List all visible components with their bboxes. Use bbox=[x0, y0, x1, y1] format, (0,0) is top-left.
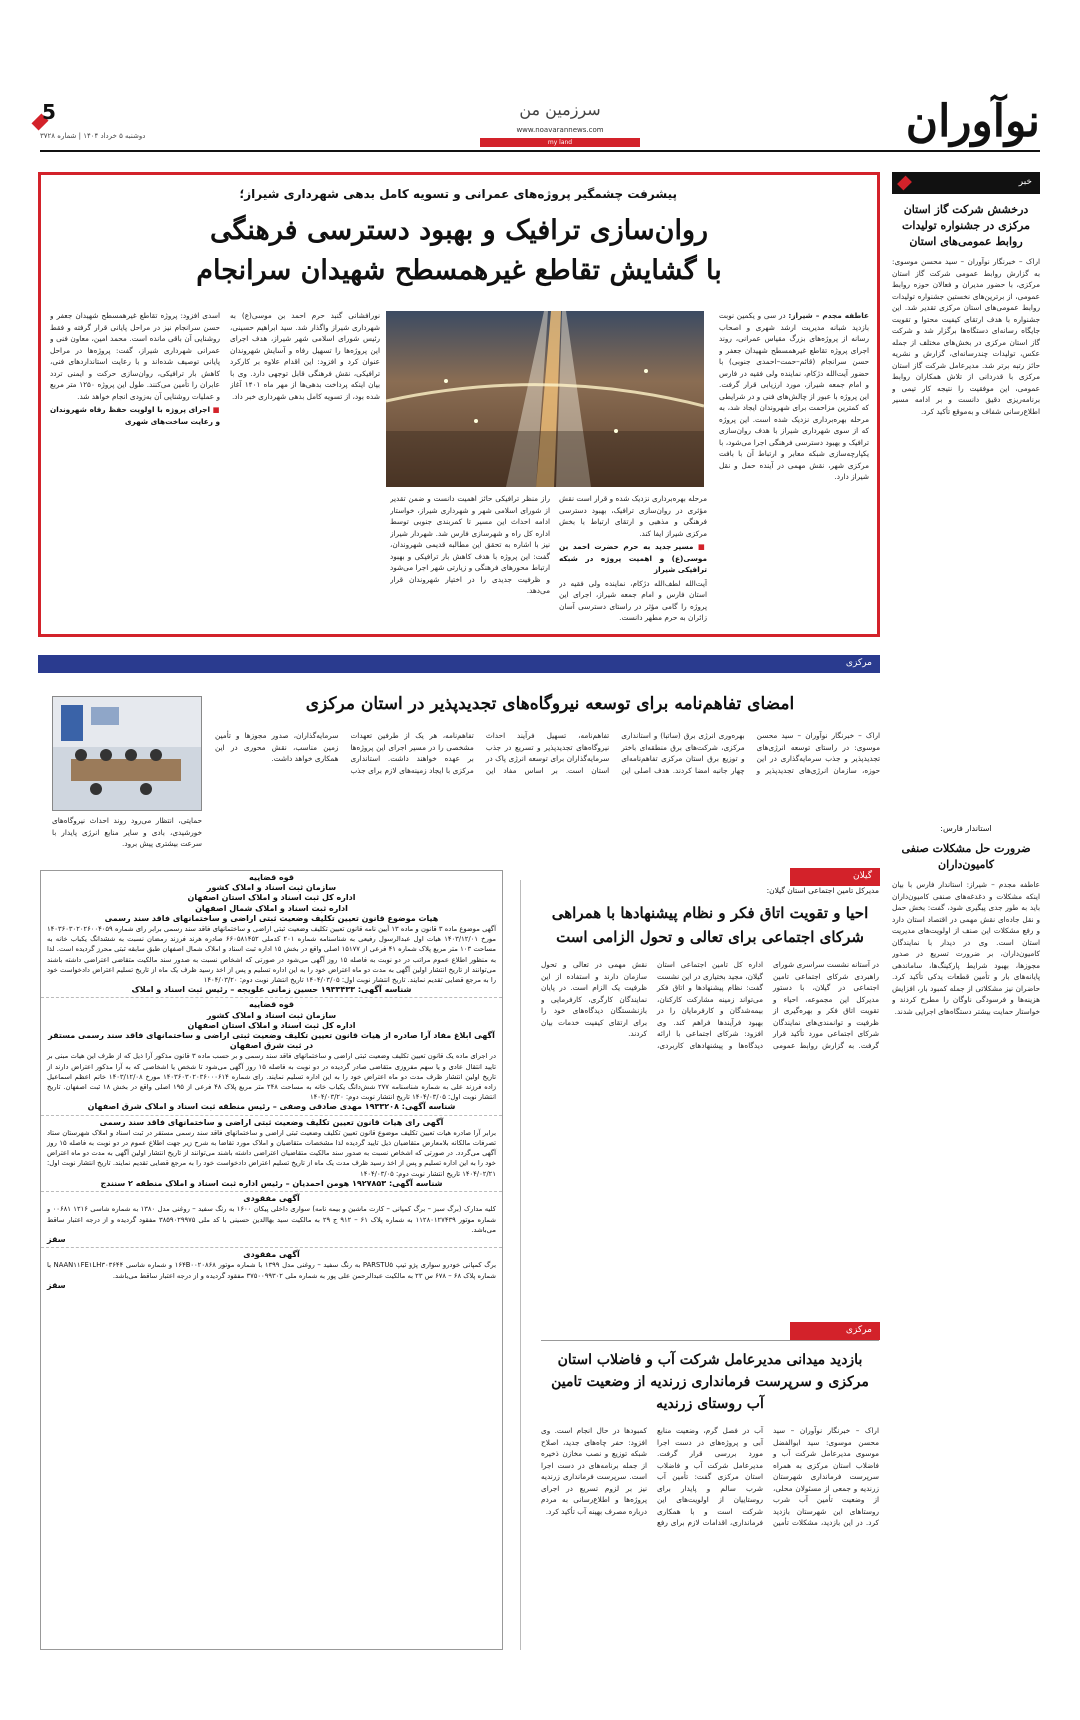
lead-headline bbox=[81, 211, 837, 291]
meeting-photo bbox=[52, 696, 202, 811]
news-tag-bar bbox=[892, 172, 1040, 194]
region-label: گیلان bbox=[853, 871, 872, 881]
gilan-kicker: مدیرکل تامین اجتماعی استان گیلان: bbox=[766, 886, 879, 895]
notice-4-text: کلیه مدارک (برگ سبز – برگ کمپانی – کارت ماشین و بیمه نامه) سواری داخلی پیکان ۱۶۰۰ به رنگ سفید – روغنی مدل ۱۳۸۰ به شماره شاسی ۱۲۱۶ ۰۰۶۸۱ و شماره موتور ۱۱۲۸۰۱۲۷۴۳۹ به شماره پلاک ۶۱ – ۹۱۲ ج ۲۹ به مالکیت سید بهاالدین حسینی با کد ملی ۳۸۵۹۰۲۹۹۷۵ مفقود گردیده و از درجه اعتبار ساقط می‌باشد. bbox=[47, 1205, 496, 1234]
notice-1-text: آگهی موضوع ماده ۳ قانون و ماده ۱۳ آیین نامه قانون تعیین تکلیف وضعیت ثبتی اراضی و ساختمانهای فاقد سند رسمی برابر رای شماره ۱۴۰۳۶۰۳۰۲۰۲۶۰۰۴۰۵۹ مورخ ۱۴۰۳/۱۲/۰۱ هیات اول عبدالرسول رفیعی به شناسنامه شماره ۲۰۱ کدملی ۶۶۰۵۸۱۴۵۲ صادره هرند فرزند رمضان نسبت به ششدانگ یکباب خانه به مساحت ۱۰۳ متر مربع پلاک شماره ۴۱ فرعی از ۱۵۱۷۷ اصلی واقع در بخش ۱۵ اداره ثبت اسناد و املاک شمال اصفهان طبق سابقه ثبتی محرز گردیده است. لذا به منظور اطلاع عموم مراتب در دو نوبت به فاصله ۱۵ روز آگهی می‌شود در صورتی که اشخاص نسبت به صدور سند مالکیت متقاضی اعتراضی داشته باشند می‌توانند از تاریخ انتشار اولین آگهی به مدت دو ماه اعتراض خود را به این اداره تسلیم و پس از اخذ رسید ظرف یک ماه از تاریخ تسلیم اعتراض دادخواست خود را به مرجع قضایی تقدیم نمایند. تاریخ انتشار نوبت اول: ۱۴۰۴/۰۳/۰۵ تاریخ انتشار نوبت دوم: ۱۴۰۴/۰۳/۲۰ bbox=[47, 925, 497, 985]
column-divider bbox=[520, 880, 521, 1650]
notice-1-title: هیات موضوع قانون تعیین تکلیف وضعیت ثبتی اراضی و ساختمانهای فاقد سند رسمی bbox=[104, 913, 439, 923]
water-body: اراک – خبرنگار نوآوران – سید محسن موسوی: سید ابوالفضل موسوی مدیرعامل شرکت آب و فاضلاب استان مرکزی به همراه سرپرست فرمانداری شهرستان زرندیه و جمعی از مسئولان محلی، از وضعیت تأمین آب شرب روستاهای این شهرستان بازدید کرد. در این بازدید، مشکلات تأمین آب در فصل گرم، وضعیت منابع آبی و پروژه‌های در دست اجرا مورد بررسی قرار گرفت. مدیرعامل شرکت آب و فاضلاب استان مرکزی گفت: تأمین آب شرب سالم و پایدار برای روستاییان از اولویت‌های این شرکت است و با همکاری فرمانداری، اقدامات لازم برای رفع کمبودها در حال انجام است. وی افزود: حفر چاه‌های جدید، اصلاح شبکه توزیع و نصب مخازن ذخیره از جمله برنامه‌های در دست اجرا است. سرپرست فرمانداری زرندیه نیز بر لزوم تسریع در اجرای پروژه‌ها و اطلاع‌رسانی به مردم درباره مصرف بهینه آب تأکید کرد. bbox=[541, 1426, 879, 1527]
highway-interchange-photo bbox=[386, 311, 704, 487]
lead-col5-text: اسدی افزود: پروژه تقاطع غیرهمسطح شهیدان جعفر و حسن سرانجام نیز در مراحل پایانی قرار گرفته و فقط روشنایی آن باقی مانده است. محمد امین، معاون فنی و عمرانی شهرداری شیراز، گفت: پروژه‌ها در مراحل پایانی توصیف شده‌اند و با رعایت استانداردهای فنی، کاهش بار ترافیکی، روان‌سازی حرکت و ایمنی تردد عابران را تأمین می‌کنند. طول این پروژه ۱۲۵۰ متر مربع و عملیات روشنایی آن به‌زودی انجام خواهد شد. bbox=[50, 311, 220, 401]
lead-story bbox=[38, 172, 880, 637]
renewable-story: اراک – خبرنگار نوآوران – سید محسن موسوی: در راستای توسعه انرژی‌های تجدیدپذیر و جذب سرمایه‌گذاری در این حوزه، سازمان انرژی‌های تجدیدپذیر و بهره‌وری انرژی برق (ساتبا) و استانداری مرکزی، شرکت‌های برق منطقه‌ای باختر و توزیع برق استان مرکزی تفاهم‌نامه‌ای چهار جانبه امضا کردند. هدف اصلی این تفاهم‌نامه، تسهیل فرآیند احداث نیروگاه‌های تجدیدپذیر و تسریع در جذب سرمایه‌گذاران برای توسعه انرژی پاک در استان است. بر اساس مفاد این تفاهم‌نامه، هر یک از طرفین تعهدات مشخصی را در مسیر اجرای این پروژه‌ها بر عهده خواهند داشت. استانداری مرکزی با ایجاد زمینه‌های لازم برای جذب سرمایه‌گذاران، صدور مجوزها و تأمین زمین مناسب، نقش محوری در این همکاری خواهد داشت. bbox=[215, 731, 880, 775]
notice-4-title: آگهی مفقودی bbox=[243, 1194, 300, 1204]
notice-1-org3: اداره کل ثبت اسناد و املاک استان اصفهان bbox=[187, 893, 356, 903]
lead-column-4 bbox=[230, 310, 380, 630]
notice-5-signer: سقز bbox=[47, 1280, 66, 1290]
lead-subhead-2: ■ اجرای پروژه با اولویت حفظ رفاه شهروندان و رعایت ساخت‌های شهری bbox=[50, 404, 220, 427]
site-url[interactable]: www.noavarannews.com bbox=[516, 126, 604, 134]
notice-1-org2: سازمان ثبت اسناد و املاک کشور bbox=[206, 883, 337, 893]
lead-col1-text: در سی و یکمین نوبت بازدید شبانه مدیریت ارشد شهری و اصحاب رسانه از پروژه‌های بزرگ مقیاس عمرانی، روند اجرای پروژه تقاطع غیرهمسطح شهیدان جعفر و حسن سرانجام (قائم–حمت–احمدی جنوبی) با حضور آیت‌الله دژکام، نماینده ولی فقیه در فارس و امام جمعه شیراز، مورد ارزیابی قرار گرفت. این پروژه با عبور از چالش‌های فنی و در شرایطی که کمترین مزاحمت برای شهروندان ایجاد شد، به مرحله بهره‌برداری نزدیک شده است. این پروژه که از سوی شهرداری شیراز با هدف روان‌سازی ترافیک و بهبود دسترسی فرهنگی اجرا می‌شود، با یکپارچه‌سازی شبکه معابر و ارتباط آن با بافت مرکزی شهر، نقش مهمی در آینده حمل و نقل شیراز دارد. bbox=[719, 311, 869, 481]
notice-3-signer: شناسه آگهی: ۱۹۲۷۸۵۳ هومن احمدیان – رئیس اداره ثبت اسناد و املاک منطقه ۲ سنندج bbox=[100, 1178, 443, 1188]
notice-1-signer: شناسه آگهی: ۱۹۳۳۴۳۳ حسین زمانی علویجه – رئیس ثبت اسناد و املاک bbox=[131, 985, 412, 995]
masthead-rule bbox=[40, 150, 1040, 152]
region-label: مرکزی bbox=[845, 658, 872, 668]
lead-column-2 bbox=[559, 493, 707, 631]
lead-headline-line2: با گشایش تقاطع غیرهمسطح شهیدان سرانجام bbox=[196, 255, 722, 286]
region-bar-gilan bbox=[790, 868, 880, 886]
lead-column-1 bbox=[719, 310, 869, 630]
gilan-story bbox=[541, 886, 879, 1326]
notice-5-title: آگهی مفقودی bbox=[243, 1250, 300, 1260]
notice-3 bbox=[41, 1116, 502, 1192]
notice-4-signer: سقز bbox=[47, 1234, 66, 1244]
conference-room-image bbox=[52, 697, 201, 811]
diamond-icon bbox=[897, 176, 912, 191]
notice-1-org4: اداره ثبت اسناد و املاک شمال اصفهان bbox=[195, 903, 348, 913]
notice-2-org3: اداره کل ثبت اسناد و املاک استان اصفهان bbox=[187, 1020, 356, 1030]
lead-column-5 bbox=[50, 310, 220, 630]
lead-col2-text: مرحله بهره‌برداری نزدیک شده و قرار است نقش مؤثری در روان‌سازی ترافیک، بهبود دسترسی فرهنگی و مذهبی و ارتقای ارتباط با بخش مرکزی شیراز ایفا کند. bbox=[559, 494, 707, 538]
sidebar-story-truckers: عاطفه مجدم – شیراز: استاندار فارس با بیان اینکه مشکلات و دغدغه‌های صنفی کامیون‌داران باید به طور جدی پیگیری شود، گفت: بخش حمل و نقل جاده‌ای نقش مهمی در اقتصاد استان دارد و رفع مشکلات این صنف از اولویت‌های مدیریت استان است. وی در دیدار با نمایندگان کامیون‌داران، بر ضرورت تسریع در صدور مجوزها، بهبود شرایط پارکینگ‌ها، ساماندهی پایانه‌های بار و تأمین قطعات یدکی تأکید کرد. حاضران نیز مشکلاتی از جمله کمبود بار، افزایش هزینه‌ها و فرسودگی ناوگان را مطرح کردند و خواستار حمایت بیشتر دستگاه‌های اجرایی شدند. bbox=[892, 880, 1040, 1016]
notice-1 bbox=[41, 871, 502, 998]
sidebar-kicker-governor: استاندار فارس: bbox=[940, 824, 992, 833]
region-bar-markazi-2 bbox=[790, 1322, 880, 1340]
news-tag-label: خبر bbox=[1018, 177, 1032, 187]
notice-2-org: قوه قضاییه bbox=[248, 1000, 294, 1010]
notice-5 bbox=[41, 1248, 502, 1293]
region-bar-markazi bbox=[38, 655, 880, 673]
newspaper-logo: نوآوران bbox=[905, 96, 1040, 147]
renewable-headline: امضای تفاهم‌نامه برای توسعه نیروگاه‌های تجدیدپذیر در استان مرکزی bbox=[305, 694, 795, 714]
sidebar-headline-gas: درخشش شرکت گاز استان مرکزی در جشنواره تولیدات روابط عمومی‌های استان bbox=[902, 203, 1030, 248]
news-sidebar bbox=[892, 172, 1040, 1652]
sidebar-headline-truckers: ضرورت حل مشکلات صنفی کامیون‌داران bbox=[901, 842, 1031, 871]
sidebar-story-gas: اراک – خبرنگار نوآوران – سید محسن موسوی: به گزارش روابط عمومی شرکت گاز استان مرکزی، با حضور مدیران و فعالان حوزه روابط عمومی، از برترین‌های نخستین جشنواره تولیدات روابط عمومی‌های استان مرکزی تقدیر شد. این جشنواره با هدف ارتقای کیفیت محتوا و تقویت جایگاه رسانه‌ای دستگاه‌ها برگزار شد و شرکت گاز استان مرکزی در بخش‌های مختلف از جمله عکس، تولیدات چندرسانه‌ای، گزارش و نشریه حائز رتبه برتر شد. مدیرعامل شرکت گاز استان مرکزی با قدردانی از تلاش همکاران روابط عمومی، این موفقیت را نتیجه کار تیمی و برنامه‌ریزی دقیق دانست و بر ادامه مسیر اطلاع‌رسانی شفاف و به‌موقع تأکید کرد. bbox=[892, 257, 1040, 416]
gilan-body: در آستانه نشست سراسری شورای راهبردی شرکای اجتماعی تامین اجتماعی در گیلان، با دستور مدیرکل این مجموعه، احیاء و تقویت اتاق فکر و بهره‌گیری از ظرفیت و توانمندی‌های نمایندگان شرکای اجتماعی مورد تأکید قرار گرفت. به گزارش روابط عمومی اداره کل تامین اجتماعی استان گیلان، مجید بختیاری در این نشست گفت: نظام پیشنهادها و اتاق فکر می‌تواند زمینه مشارکت کارکنان، بیمه‌شدگان و کارفرمایان را در بهبود فرآیندها فراهم کند. وی افزود: شرکای اجتماعی با ارائه دیدگاه‌ها و پیشنهادهای کاربردی، نقش مهمی در تعالی و تحول سازمان دارند و استفاده از این ظرفیت یک الزام است. در پایان نمایندگان کارگری، کارفرمایی و بازنشستگان دیدگاه‌های خود را برای ارتقای کیفیت خدمات بیان کردند. bbox=[541, 960, 879, 1050]
notice-4 bbox=[41, 1192, 502, 1248]
lead-column-3 bbox=[390, 493, 550, 631]
notice-2 bbox=[41, 998, 502, 1115]
notice-2-title: آگهی ابلاغ مفاد آرا صادره از هیات قانون تعیین تکلیف وضعیت ثبتی اراضی و ساختمانهای فاقد سند رسمی مستقر در ثبت شرق اصفهان bbox=[48, 1031, 495, 1051]
water-headline: بازدید میدانی مدیرعامل شرکت آب و فاضلاب استان مرکزی و سرپرست فرمانداری زرندیه از وضعیت تامین آب روستای زرندیه bbox=[551, 1352, 869, 1412]
issue-date: دوشنبه ۵ خرداد ۱۴۰۴ | شماره ۳۷۲۸ bbox=[40, 132, 146, 140]
notice-2-org2: سازمان ثبت اسناد و املاک کشور bbox=[206, 1010, 337, 1020]
lead-subhead-1: ■ مسیر جدید به حرم حضرت احمد بن موسی(ع) و اهمیت پروژه در شبکه ترافیکی شیراز bbox=[559, 541, 707, 576]
city-lights-image bbox=[386, 311, 704, 487]
notice-3-text: برابر آرا صادره هیات تعیین تکلیف موضوع قانون تعیین تکلیف وضعیت ثبتی اراضی و ساختمانهای فاقد سند رسمی مستقر در ثبت اسناد و املاک شهرستان ستاد تصرفات مالکانه بلامعارض متقاضیان ذیل تایید گردیده لذا مشخصات متقاضیان و املاک مورد تقاضا به شرح زیر جهت اطلاع عموم در دو نوبت به فاصله ۱۵ روز آگهی می‌گردد. در صورتی که اشخاص نسبت به صدور سند مالکیت متقاضیان اعتراضی داشته باشند می‌توانند از تاریخ انتشار اولین آگهی به مدت دو ماه اعتراض خود را به این اداره تسلیم و پس از اخذ رسید ظرف مدت یک ماه از تاریخ تسلیم اعتراض دادخواست خود را به مرجع قضایی تقدیم نمایند. تاریخ انتشار نوبت اول: ۱۴۰۴/۰۲/۲۱ تاریخ انتشار نوبت دوم: ۱۴۰۴/۰۳/۰۵ bbox=[47, 1128, 496, 1178]
notice-3-title: آگهی رای هیات قانون تعیین تکلیف وضعیت ثبتی اراضی و ساختمانهای فاقد سند رسمی bbox=[99, 1117, 444, 1127]
page-section-title: سرزمین من bbox=[519, 100, 601, 119]
masthead bbox=[0, 0, 1080, 160]
legal-notices-box bbox=[40, 870, 503, 1650]
lead-kicker: پیشرفت چشمگیر پروژه‌های عمرانی و تسویه کامل بدهی شهرداری شیراز؛ bbox=[239, 187, 677, 201]
lead-col4-text: نورافشانی گنبد حرم احمد بن موسی(ع) به شهرداری شیراز واگذار شد. سید ابراهیم حسینی، رئیس شورای اسلامی شهر شیراز، هدف اجرای این پروژه‌ها را تسهیل رفاه و آسایش شهروندان عنوان کرد و افزود: این اقدام علاوه بر کارکرد ترافیکی، نقش فرهنگی قابل توجهی دارد. وی با بیان اینکه پرداخت بدهی‌ها از مهر ماه ۱۴۰۱ آغاز شده بود، از تسویه کامل بدهی شهرداری خبر داد. bbox=[230, 311, 380, 401]
meeting-photo-caption: حمایتی، انتظار می‌رود روند احداث نیروگاه‌های خورشیدی، بادی و سایر منابع انرژی پایدار با سرعت بیشتری پیش برود. bbox=[52, 816, 202, 848]
notice-1-org: قوه قضاییه bbox=[248, 873, 294, 882]
notice-5-text: برگ کمپانی خودرو سواری پژو تیپ PARSTU۵ به رنگ سفید – روغنی مدل ۱۳۹۹ با شماره موتور ۱۶۴B۰۰۲۰۸۶۸ و شماره شاسی NAAN۱۱FE۱LH۳۰۳۶۴۴ با شماره پلاک ۶۸ – ۶۷۸ س ۲۳ به مالکیت عبدالرحمن علی پور به شماره ملی ۳۷۵۰۰۹۹۳۰۲ مفقود گردیده و از درجه اعتبار ساقط می‌باشد. bbox=[47, 1261, 497, 1280]
notice-2-signer: شناسه آگهی: ۱۹۳۳۲۰۸ مهدی صادقی وصفی – رئیس منطقه ثبت اسناد و املاک شرق اصفهان bbox=[87, 1102, 456, 1112]
lead-headline-line1: روان‌سازی ترافیک و بهبود دسترسی فرهنگی bbox=[209, 215, 709, 246]
lead-col2-text-b: آیت‌الله لطف‌الله دژکام، نماینده ولی فقیه در استان فارس و امام جمعه شیراز، اجرای این پروژه را گامی مؤثر در راستای دسترسی آسان زائران به حرم مطهر دانست. bbox=[559, 578, 707, 622]
region-label: مرکزی bbox=[845, 1325, 872, 1335]
section-strip: my land bbox=[480, 138, 640, 147]
water-story bbox=[541, 1340, 879, 1650]
notice-2-text: در اجرای ماده یک قانون تعیین تکلیف وضعیت ثبتی اراضی و ساختمانهای فاقد سند رسمی و بر حسب ماده ۳ قانون مذکور آرا ذیل که از طرف این هیات مبنی بر تایید انتقال عادی و یا سهم مفروزی متقاضی صادر گردیده در دو نوبت به فاصله ۱۵ روز آگهی می‌شود تا شخص یا اشخاصی که به آرا مذکور اعتراض دارند از تاریخ اولین انتشار ظرف مدت دو ماه اعتراض خود را به این اداره تسلیم نمایند. رای شماره ۱۴۰۳۶۰۳۰۲۰۳۶۰۰۰۶۱۴ مورخ ۱۴۰۳/۱۲/۰۸ خانم اعظم اسماعیل زاده فرزند علی به شماره شناسنامه ۲۷۷ شش‌دانگ یکباب خانه به مساحت ۲۴۸ متر مربع پلاک ۴۸ فرعی از ۱۹۵ اصلی واقع در بخش ۱۸ ثبت اصفهان. تاریخ انتشار نوبت اول: ۱۴۰۴/۰۳/۰۵ تاریخ انتشار نوبت دوم: ۱۴۰۴/۰۳/۲۰ bbox=[47, 1052, 497, 1102]
page-number: 5 bbox=[42, 100, 56, 124]
gilan-headline: احیا و تقویت اتاق فکر و نظام پیشنهادها با همراهی شرکای اجتماعی برای تعالی و تحول الزامی است bbox=[551, 904, 869, 946]
lead-col3-text: راز منظر ترافیکی حائز اهمیت دانست و ضمن تقدیر از شورای اسلامی شهر و شهرداری شیراز، خواستار ادامه احداث این مسیر تا کمربندی جنوبی توسط اداره کل راه و شهرسازی فارس شد. شهردار شیراز نیز با اشاره به تحقق این مطالبه قدیمی شهروندان، گفت: این پروژه با هدف کاهش بار ترافیکی و بهبود ارتباط محورهای فرهنگی و زیارتی شهر اجرا می‌شود و ظرفیت جدیدی را در اختیار شهروندان قرار می‌دهد. bbox=[390, 494, 550, 595]
lead-byline: عاطفه مجدم – شیراز: bbox=[788, 311, 869, 320]
